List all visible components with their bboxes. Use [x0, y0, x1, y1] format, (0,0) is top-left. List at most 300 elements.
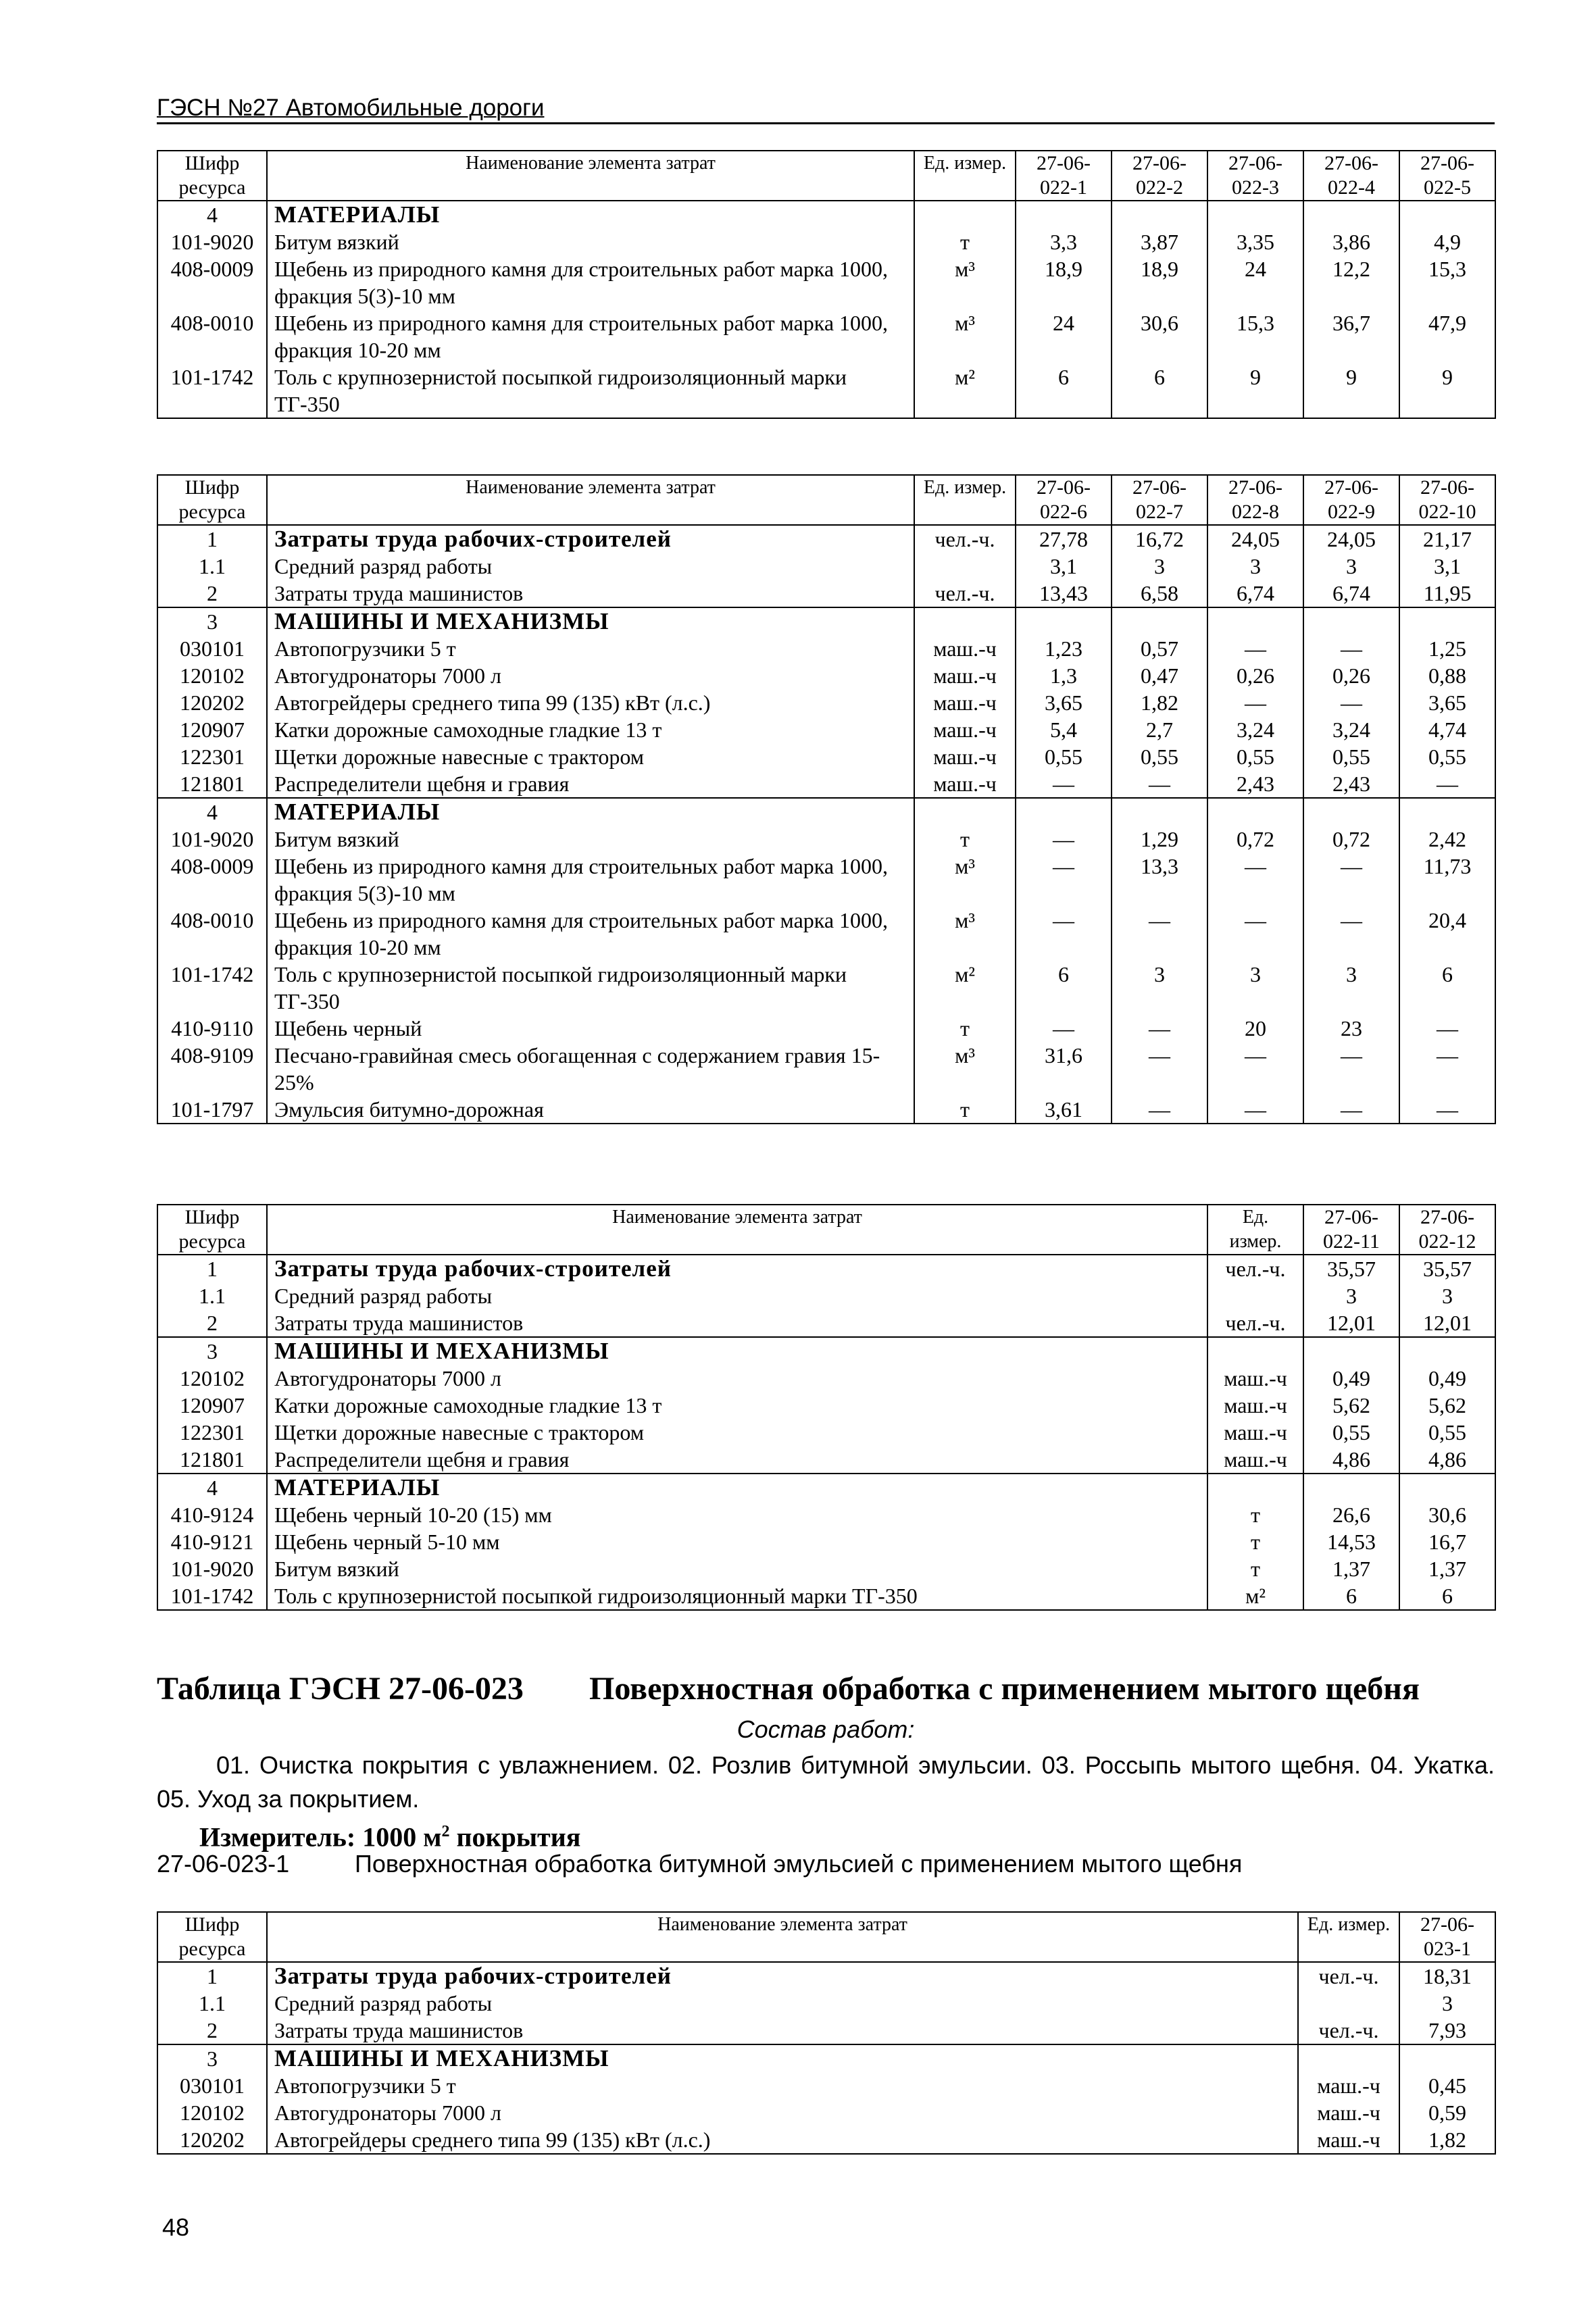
value-cell: — — [1303, 1096, 1399, 1124]
col-unit-header: Ед. измер. — [1298, 1912, 1399, 1962]
value-cell: — — [1303, 635, 1399, 662]
value-cell: 3,35 — [1207, 228, 1303, 255]
value-cell — [1399, 798, 1495, 826]
value-cell: 0,55 — [1303, 743, 1399, 770]
value-cell: — — [1207, 1096, 1303, 1124]
table-row — [157, 1015, 1495, 1042]
resource-name-cell: Затраты труда рабочих-строителей — [267, 525, 914, 553]
table-caption — [157, 1669, 1495, 1709]
value-cell: — — [1399, 1015, 1495, 1042]
col-unit-header: Ед. измер. — [914, 475, 1016, 525]
table-title: Поверхностная обработка с применением мытого щебня — [589, 1671, 1420, 1707]
value-cell: — — [1112, 1096, 1207, 1124]
resource-code-cell: 408-9109 — [157, 1042, 267, 1096]
value-cell: 0,49 — [1399, 1365, 1495, 1392]
table-row — [157, 1528, 1495, 1555]
value-cell: 12,01 — [1399, 1309, 1495, 1337]
unit-cell: м³ — [914, 309, 1016, 363]
table-row — [157, 635, 1495, 662]
resource-name-cell: Затраты труда машинистов — [267, 1309, 1207, 1337]
value-cell — [1399, 1474, 1495, 1501]
col-code-header: Шифр ресурса — [157, 151, 267, 201]
resource-code-cell: 122301 — [157, 743, 267, 770]
value-cell: 0,59 — [1399, 2099, 1495, 2126]
value-cell: — — [1016, 826, 1112, 853]
value-cell — [1207, 201, 1303, 228]
norm-title: Поверхностная обработка битумной эмульсией с применением мытого щебня — [355, 1850, 1243, 1878]
page-number: 48 — [162, 2213, 190, 2241]
resource-name-cell: МАТЕРИАЛЫ — [267, 1474, 1207, 1501]
value-cell: — — [1112, 770, 1207, 798]
value-cell: 11,95 — [1399, 580, 1495, 607]
value-cell — [1207, 798, 1303, 826]
col-name-header: Наименование элемента затрат — [267, 475, 914, 525]
value-cell — [1399, 201, 1495, 228]
resource-name-cell: Толь с крупнозернистой посыпкой гидроизоляционный марки ТГ-350 — [267, 1582, 1207, 1610]
resource-name-cell: Щебень черный 10-20 (15) мм — [267, 1501, 1207, 1528]
value-cell: 15,3 — [1399, 255, 1495, 309]
value-cell: 3,1 — [1016, 553, 1112, 580]
resource-name-cell: Катки дорожные самоходные гладкие 13 т — [267, 1392, 1207, 1419]
unit-cell — [1298, 2044, 1399, 2072]
value-cell: 26,6 — [1303, 1501, 1399, 1528]
resource-name-cell: Битум вязкий — [267, 228, 914, 255]
resource-name-cell: Битум вязкий — [267, 1555, 1207, 1582]
table-row — [157, 1419, 1495, 1446]
value-cell: 3,61 — [1016, 1096, 1112, 1124]
resource-name-cell: МАТЕРИАЛЫ — [267, 201, 914, 228]
value-cell: 0,26 — [1207, 662, 1303, 689]
resource-code-cell: 030101 — [157, 2072, 267, 2099]
value-cell: 3 — [1399, 1990, 1495, 2017]
table-row — [157, 798, 1495, 826]
works-text: 01. Очистка покрытия с увлажнением. 02. Розлив битумной эмульсии. 03. Россыпь мытого щебня. 04. Укатка. 05. Уход за покрытием. — [157, 1751, 1495, 1813]
resource-table-023-1 — [157, 1911, 1496, 2155]
unit-cell: м² — [1207, 1582, 1303, 1610]
value-cell: 30,6 — [1399, 1501, 1495, 1528]
table-row — [157, 553, 1495, 580]
value-cell: 3,24 — [1303, 716, 1399, 743]
unit-cell — [914, 798, 1016, 826]
col-name-header: Наименование элемента затрат — [267, 1205, 1207, 1255]
unit-cell: маш.-ч — [1207, 1419, 1303, 1446]
value-cell — [1303, 1474, 1399, 1501]
unit-cell: м³ — [914, 255, 1016, 309]
value-cell: 1,29 — [1112, 826, 1207, 853]
resource-code-cell: 1 — [157, 1962, 267, 1990]
col-norm-header: 27-06-022-7 — [1112, 475, 1207, 525]
resource-code-cell: 3 — [157, 2044, 267, 2072]
value-cell: 21,17 — [1399, 525, 1495, 553]
value-cell: — — [1207, 1042, 1303, 1096]
col-unit-header: Ед. измер. — [914, 151, 1016, 201]
value-cell — [1399, 2044, 1495, 2072]
unit-cell: т — [914, 826, 1016, 853]
resource-table-022-1-5 — [157, 150, 1496, 419]
value-cell: 35,57 — [1399, 1255, 1495, 1282]
resource-code-cell: 408-0009 — [157, 853, 267, 907]
value-cell: 6,74 — [1303, 580, 1399, 607]
table-row — [157, 716, 1495, 743]
resource-code-cell: 4 — [157, 798, 267, 826]
resource-name-cell: МАШИНЫ И МЕХАНИЗМЫ — [267, 607, 914, 635]
col-norm-header: 27-06-022-11 — [1303, 1205, 1399, 1255]
table-row — [157, 1501, 1495, 1528]
resource-name-cell: Затраты труда машинистов — [267, 580, 914, 607]
running-header — [157, 93, 1495, 124]
unit-cell: чел.-ч. — [914, 525, 1016, 553]
value-cell: 0,49 — [1303, 1365, 1399, 1392]
resource-name-cell: Толь с крупнозернистой посыпкой гидроизоляционный марки ТГ-350 — [267, 961, 914, 1015]
resource-code-cell: 1.1 — [157, 1990, 267, 2017]
value-cell: — — [1112, 1042, 1207, 1096]
value-cell — [1303, 607, 1399, 635]
resource-name-cell: МАТЕРИАЛЫ — [267, 798, 914, 826]
value-cell: 0,57 — [1112, 635, 1207, 662]
value-cell: 5,62 — [1399, 1392, 1495, 1419]
value-cell: 0,45 — [1399, 2072, 1495, 2099]
col-norm-header: 27-06-022-3 — [1207, 151, 1303, 201]
value-cell: 5,4 — [1016, 716, 1112, 743]
resource-name-cell: Толь с крупнозернистой посыпкой гидроизоляционный марки ТГ-350 — [267, 363, 914, 418]
resource-name-cell: Затраты труда рабочих-строителей — [267, 1962, 1298, 1990]
col-norm-header: 27-06-023-1 — [1399, 1912, 1495, 1962]
value-cell: — — [1207, 853, 1303, 907]
resource-name-cell: Автогудронаторы 7000 л — [267, 662, 914, 689]
table-row — [157, 2017, 1495, 2044]
value-cell — [1016, 201, 1112, 228]
unit-cell: м³ — [914, 1042, 1016, 1096]
resource-name-cell: Битум вязкий — [267, 826, 914, 853]
table-row — [157, 1096, 1495, 1124]
resource-name-cell: Песчано-гравийная смесь обогащенная с содержанием гравия 15-25% — [267, 1042, 914, 1096]
resource-name-cell: Распределители щебня и гравия — [267, 770, 914, 798]
resource-code-cell: 4 — [157, 201, 267, 228]
value-cell: 6 — [1112, 363, 1207, 418]
resource-name-cell: Автопогрузчики 5 т — [267, 635, 914, 662]
resource-code-cell: 1.1 — [157, 553, 267, 580]
resource-name-cell: Щебень из природного камня для строительных работ марка 1000, фракция 10-20 мм — [267, 309, 914, 363]
col-norm-header: 27-06-022-10 — [1399, 475, 1495, 525]
value-cell: — — [1303, 689, 1399, 716]
value-cell: 36,7 — [1303, 309, 1399, 363]
resource-name-cell: МАШИНЫ И МЕХАНИЗМЫ — [267, 2044, 1298, 2072]
value-cell — [1112, 201, 1207, 228]
unit-cell: маш.-ч — [914, 662, 1016, 689]
value-cell — [1303, 201, 1399, 228]
value-cell: 1,37 — [1303, 1555, 1399, 1582]
value-cell: 1,3 — [1016, 662, 1112, 689]
value-cell: 18,9 — [1016, 255, 1112, 309]
resource-code-cell: 3 — [157, 1337, 267, 1365]
table-row — [157, 2044, 1495, 2072]
resource-name-cell: Щетки дорожные навесные с трактором — [267, 1419, 1207, 1446]
unit-cell — [914, 201, 1016, 228]
col-code-header: Шифр ресурса — [157, 1912, 267, 1962]
value-cell: 3 — [1399, 1282, 1495, 1309]
value-cell: — — [1207, 635, 1303, 662]
table-row — [157, 255, 1495, 309]
resource-code-cell: 101-9020 — [157, 1555, 267, 1582]
col-norm-header: 27-06-022-9 — [1303, 475, 1399, 525]
value-cell: 0,47 — [1112, 662, 1207, 689]
resource-name-cell: Автогудронаторы 7000 л — [267, 1365, 1207, 1392]
table-row — [157, 1255, 1495, 1282]
table-row — [157, 2099, 1495, 2126]
value-cell: — — [1016, 770, 1112, 798]
value-cell: — — [1303, 1042, 1399, 1096]
unit-cell: т — [1207, 1555, 1303, 1582]
col-unit-header: Ед. измер. — [1207, 1205, 1303, 1255]
resource-code-cell: 3 — [157, 607, 267, 635]
unit-cell — [1207, 1337, 1303, 1365]
value-cell: — — [1016, 1015, 1112, 1042]
col-norm-header: 27-06-022-12 — [1399, 1205, 1495, 1255]
table-row — [157, 309, 1495, 363]
table-row — [157, 201, 1495, 228]
resource-code-cell: 408-0009 — [157, 255, 267, 309]
resource-code-cell: 2 — [157, 580, 267, 607]
resource-code-cell: 2 — [157, 1309, 267, 1337]
resource-name-cell: Щебень черный — [267, 1015, 914, 1042]
value-cell: 3,3 — [1016, 228, 1112, 255]
meter-label: Измеритель: 1000 м — [199, 1821, 442, 1853]
resource-table-022-6-10 — [157, 474, 1496, 1124]
value-cell: 4,86 — [1303, 1446, 1399, 1474]
unit-cell: м² — [914, 363, 1016, 418]
value-cell — [1112, 607, 1207, 635]
resource-code-cell: 408-0010 — [157, 907, 267, 961]
table-row — [157, 2126, 1495, 2154]
table-row — [157, 1555, 1495, 1582]
table-row — [157, 228, 1495, 255]
value-cell — [1303, 1337, 1399, 1365]
resource-code-cell: 120202 — [157, 689, 267, 716]
table-row — [157, 826, 1495, 853]
value-cell: 16,72 — [1112, 525, 1207, 553]
table-row — [157, 525, 1495, 553]
table-row — [157, 1962, 1495, 1990]
value-cell: 0,55 — [1112, 743, 1207, 770]
unit-cell — [1298, 1990, 1399, 2017]
value-cell: 9 — [1399, 363, 1495, 418]
resource-name-cell: Щебень из природного камня для строительных работ марка 1000, фракция 5(3)-10 мм — [267, 853, 914, 907]
unit-cell: м³ — [914, 853, 1016, 907]
table-row — [157, 1392, 1495, 1419]
table-row — [157, 1042, 1495, 1096]
table-number: Таблица ГЭСН 27-06-023 — [157, 1671, 524, 1707]
resource-code-cell: 1 — [157, 525, 267, 553]
value-cell: — — [1112, 1015, 1207, 1042]
unit-cell — [1207, 1474, 1303, 1501]
value-cell: 6 — [1016, 363, 1112, 418]
resource-name-cell: Щебень из природного камня для строительных работ марка 1000, фракция 10-20 мм — [267, 907, 914, 961]
value-cell: 13,43 — [1016, 580, 1112, 607]
works-title: Состав работ: — [737, 1715, 915, 1743]
resource-code-cell: 120102 — [157, 1365, 267, 1392]
unit-cell: чел.-ч. — [1207, 1255, 1303, 1282]
table-row — [157, 1990, 1495, 2017]
resource-code-cell: 121801 — [157, 1446, 267, 1474]
unit-cell: маш.-ч — [1207, 1365, 1303, 1392]
value-cell: 3,65 — [1399, 689, 1495, 716]
resource-name-cell: Затраты труда машинистов — [267, 2017, 1298, 2044]
unit-cell — [914, 607, 1016, 635]
value-cell: 23 — [1303, 1015, 1399, 1042]
value-cell: 6,58 — [1112, 580, 1207, 607]
resource-code-cell: 120907 — [157, 716, 267, 743]
value-cell: — — [1207, 907, 1303, 961]
col-norm-header: 27-06-022-4 — [1303, 151, 1399, 201]
unit-cell: т — [1207, 1501, 1303, 1528]
resource-code-cell: 101-9020 — [157, 228, 267, 255]
value-cell — [1303, 798, 1399, 826]
table-row — [157, 1474, 1495, 1501]
value-cell: 11,73 — [1399, 853, 1495, 907]
resource-code-cell: 121801 — [157, 770, 267, 798]
norm-code: 27-06-023-1 — [157, 1850, 290, 1878]
value-cell: 31,6 — [1016, 1042, 1112, 1096]
resource-code-cell: 101-1742 — [157, 363, 267, 418]
resource-name-cell: Средний разряд работы — [267, 1990, 1298, 2017]
resource-code-cell: 101-1797 — [157, 1096, 267, 1124]
value-cell: — — [1399, 1096, 1495, 1124]
value-cell: 2,43 — [1207, 770, 1303, 798]
resource-name-cell: МАШИНЫ И МЕХАНИЗМЫ — [267, 1337, 1207, 1365]
value-cell: 6,74 — [1207, 580, 1303, 607]
value-cell: 1,23 — [1016, 635, 1112, 662]
resource-code-cell: 410-9110 — [157, 1015, 267, 1042]
value-cell: 2,43 — [1303, 770, 1399, 798]
resource-name-cell: Средний разряд работы — [267, 1282, 1207, 1309]
col-norm-header: 27-06-022-5 — [1399, 151, 1495, 201]
value-cell: 16,7 — [1399, 1528, 1495, 1555]
unit-cell: чел.-ч. — [1207, 1309, 1303, 1337]
value-cell: 0,72 — [1303, 826, 1399, 853]
table-row — [157, 580, 1495, 607]
unit-cell: м² — [914, 961, 1016, 1015]
unit-cell: чел.-ч. — [914, 580, 1016, 607]
value-cell — [1399, 1337, 1495, 1365]
table-row — [157, 1309, 1495, 1337]
value-cell: 5,62 — [1303, 1392, 1399, 1419]
table-header-row — [157, 1205, 1495, 1255]
value-cell: 3,65 — [1016, 689, 1112, 716]
running-header-text: ГЭСН №27 Автомобильные дороги — [157, 95, 545, 121]
unit-cell: т — [914, 1015, 1016, 1042]
value-cell: — — [1016, 907, 1112, 961]
unit-cell: маш.-ч — [1207, 1446, 1303, 1474]
value-cell: 6 — [1399, 1582, 1495, 1610]
resource-code-cell: 4 — [157, 1474, 267, 1501]
resource-name-cell: Эмульсия битумно-дорожная — [267, 1096, 914, 1124]
value-cell: — — [1016, 853, 1112, 907]
unit-cell: чел.-ч. — [1298, 1962, 1399, 1990]
value-cell: 1,82 — [1399, 2126, 1495, 2154]
value-cell: 3 — [1303, 961, 1399, 1015]
meter-sup: 2 — [441, 1823, 450, 1840]
value-cell: 3 — [1207, 553, 1303, 580]
value-cell — [1016, 798, 1112, 826]
value-cell: 35,57 — [1303, 1255, 1399, 1282]
resource-code-cell: 101-1742 — [157, 961, 267, 1015]
value-cell: 24,05 — [1207, 525, 1303, 553]
value-cell: 0,55 — [1399, 743, 1495, 770]
table-row — [157, 1337, 1495, 1365]
resource-code-cell: 120102 — [157, 662, 267, 689]
value-cell — [1207, 607, 1303, 635]
col-norm-header: 27-06-022-8 — [1207, 475, 1303, 525]
resource-code-cell: 1.1 — [157, 1282, 267, 1309]
value-cell: — — [1303, 853, 1399, 907]
table-row — [157, 1582, 1495, 1610]
unit-cell: маш.-ч — [1207, 1392, 1303, 1419]
value-cell: 24 — [1016, 309, 1112, 363]
resource-table-022-11-12 — [157, 1204, 1496, 1611]
unit-cell — [1207, 1282, 1303, 1309]
value-cell: 0,55 — [1303, 1419, 1399, 1446]
value-cell: 6 — [1303, 1582, 1399, 1610]
value-cell: 3,87 — [1112, 228, 1207, 255]
unit-cell: маш.-ч — [914, 770, 1016, 798]
value-cell: 4,86 — [1399, 1446, 1495, 1474]
table-row — [157, 662, 1495, 689]
resource-code-cell: 2 — [157, 2017, 267, 2044]
table-row — [157, 363, 1495, 418]
value-cell: 18,31 — [1399, 1962, 1495, 1990]
value-cell: 47,9 — [1399, 309, 1495, 363]
value-cell: 1,82 — [1112, 689, 1207, 716]
value-cell: — — [1399, 770, 1495, 798]
value-cell: 0,88 — [1399, 662, 1495, 689]
unit-cell: маш.-ч — [1298, 2126, 1399, 2154]
resource-code-cell: 120907 — [157, 1392, 267, 1419]
value-cell: 9 — [1207, 363, 1303, 418]
value-cell: 3 — [1303, 553, 1399, 580]
resource-code-cell: 122301 — [157, 1419, 267, 1446]
resource-name-cell: Распределители щебня и гравия — [267, 1446, 1207, 1474]
col-code-header: Шифр ресурса — [157, 475, 267, 525]
table-row — [157, 607, 1495, 635]
value-cell: 3 — [1303, 1282, 1399, 1309]
unit-cell: чел.-ч. — [1298, 2017, 1399, 2044]
value-cell: — — [1303, 907, 1399, 961]
unit-cell: маш.-ч — [1298, 2072, 1399, 2099]
table-row — [157, 1282, 1495, 1309]
value-cell: 20 — [1207, 1015, 1303, 1042]
value-cell: 12,2 — [1303, 255, 1399, 309]
value-cell: 2,42 — [1399, 826, 1495, 853]
resource-name-cell: Щебень черный 5-10 мм — [267, 1528, 1207, 1555]
value-cell: — — [1112, 907, 1207, 961]
unit-cell: маш.-ч — [914, 743, 1016, 770]
resource-code-cell: 120102 — [157, 2099, 267, 2126]
unit-cell: м³ — [914, 907, 1016, 961]
resource-code-cell: 101-9020 — [157, 826, 267, 853]
value-cell: 18,9 — [1112, 255, 1207, 309]
table-row — [157, 853, 1495, 907]
value-cell: 3,24 — [1207, 716, 1303, 743]
resource-name-cell: Затраты труда рабочих-строителей — [267, 1255, 1207, 1282]
resource-code-cell: 408-0010 — [157, 309, 267, 363]
value-cell: 1,25 — [1399, 635, 1495, 662]
resource-code-cell: 1 — [157, 1255, 267, 1282]
value-cell: 1,37 — [1399, 1555, 1495, 1582]
unit-cell: маш.-ч — [1298, 2099, 1399, 2126]
value-cell — [1399, 607, 1495, 635]
value-cell: 3 — [1207, 961, 1303, 1015]
unit-cell: т — [914, 228, 1016, 255]
